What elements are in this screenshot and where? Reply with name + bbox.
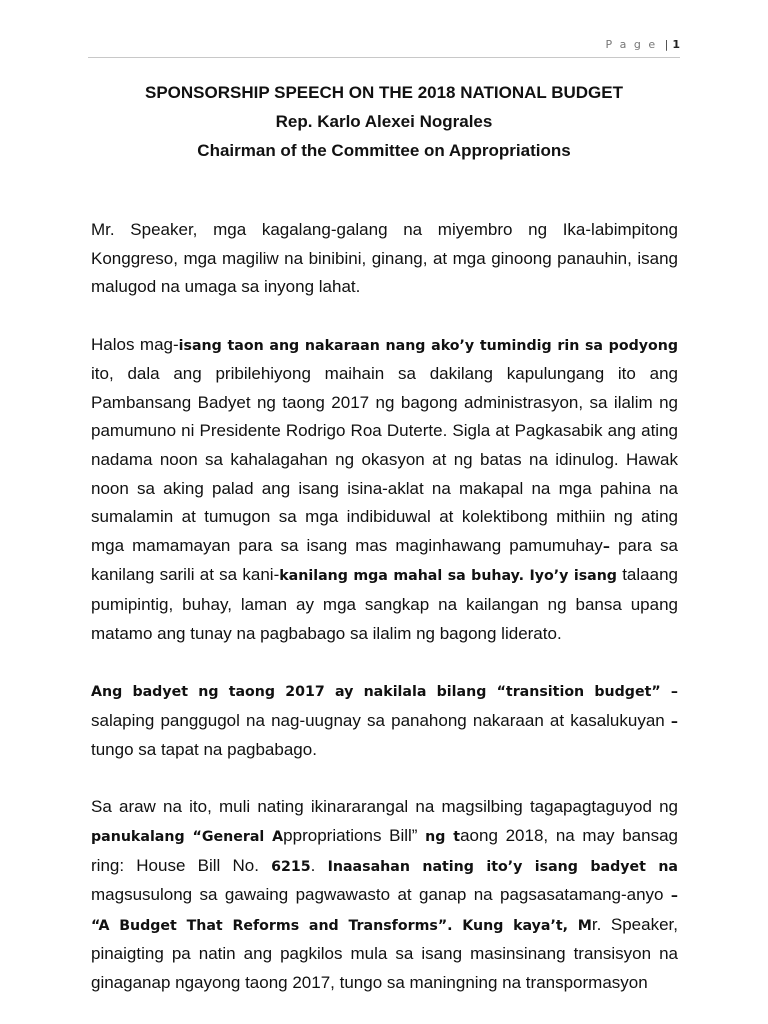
- text-run: magsusulong sa gawaing pagwawasto at ganap na pagsasatamang-anyo: [91, 885, 671, 905]
- text-run: salaping panggugol na nag-uugnay sa panahong nakaraan at kasalukuyan: [91, 710, 671, 730]
- bold-run: “A Budget That Reforms and Transforms”. Kung kaya’t, M: [91, 917, 592, 934]
- paragraph-1: Mr. Speaker, mga kagalang-galang na miyembro ng Ika-labimpitong Konggreso, mga magiliw na binibini, ginang, at mga ginoong panauhin, isang malugod na umaga sa inyong lahat.: [91, 220, 678, 297]
- document-title-block: [60, 78, 708, 165]
- paragraph-2: [91, 331, 678, 649]
- bold-run: –: [670, 713, 678, 730]
- text-run: tungo sa tapat na pagbabago.: [91, 740, 317, 760]
- text-run: Sa araw na ito, muli nating ikinararangal na magsilbing tagapagtaguyod ng: [91, 797, 678, 817]
- paragraph-4: [91, 793, 678, 997]
- text-run: Halos mag-: [91, 334, 179, 354]
- bold-run: kanilang mga mahal sa buhay. Iyo’y isang: [279, 568, 617, 585]
- header-divider: [88, 57, 680, 58]
- text-run: .: [310, 855, 328, 875]
- text-run: para sa kanilang sarili at sa kani-: [91, 535, 678, 585]
- text-run: talaang pumipintig, buhay, laman ay mga sangkap na kailangan ng bansa upang matamo ang tunay na pagbabago sa ilalim ng bagong liderato.: [91, 565, 678, 643]
- bold-run: Ang badyet ng taong 2017 ay nakilala bilang “transition budget” –: [91, 683, 678, 700]
- text-run: ppropriations Bill”: [283, 826, 426, 846]
- speaker-position: Chairman of the Committee on Appropriations: [197, 141, 571, 160]
- page-label: P a g e: [605, 38, 658, 51]
- page-separator: |: [664, 38, 671, 51]
- speech-body: [91, 216, 678, 1024]
- text-run: aong 2018, na may bansag ring: House Bill No.: [91, 826, 678, 875]
- document-title: SPONSORSHIP SPEECH ON THE 2018 NATIONAL BUDGET: [145, 83, 623, 102]
- page-number: 1: [672, 38, 680, 51]
- text-run: r. Speaker, pinaigting pa natin ang pagkilos mula sa isang masinsinang transisyon na ginaganap ngayong taong 2017, tungo sa maningning na transpormasyon: [91, 914, 678, 993]
- bold-run: panukalang “General A: [91, 829, 284, 846]
- bold-run: –: [670, 888, 678, 905]
- bold-run: Inaasahan nating ito’y isang badyet na: [327, 858, 678, 875]
- paragraph-3: [91, 677, 678, 765]
- bold-run: –: [602, 538, 610, 555]
- bold-run: 6215: [271, 858, 311, 875]
- speaker-name: Rep. Karlo Alexei Nograles: [275, 112, 493, 131]
- text-run: ito, dala ang pribilehiyong maihain sa dakilang kapulungang ito ang Pambansang Badyet ng taong 2017 ng bagong administrasyon, sa ilalim ng pamumuno ni Presidente Rodrigo Roa Duterte. Sigla at Pagkasabik ang ating nadama noon sa kahalagahan ng okasyon at ng batas na idinulog. Hawak noon sa aking palad ang isang isina-aklat na makapal na mga pahina na sumalamin at tumugon sa mga indibiduwal at kolektibong mithiin ng ating mga mamamayan para sa isang mas maginhawang pamumuhay: [91, 364, 678, 555]
- bold-run: isang taon ang nakaraan nang ako’y tumindig rin sa podyong: [178, 337, 678, 354]
- bold-run: ng t: [425, 829, 461, 846]
- page-number-header: [606, 38, 681, 51]
